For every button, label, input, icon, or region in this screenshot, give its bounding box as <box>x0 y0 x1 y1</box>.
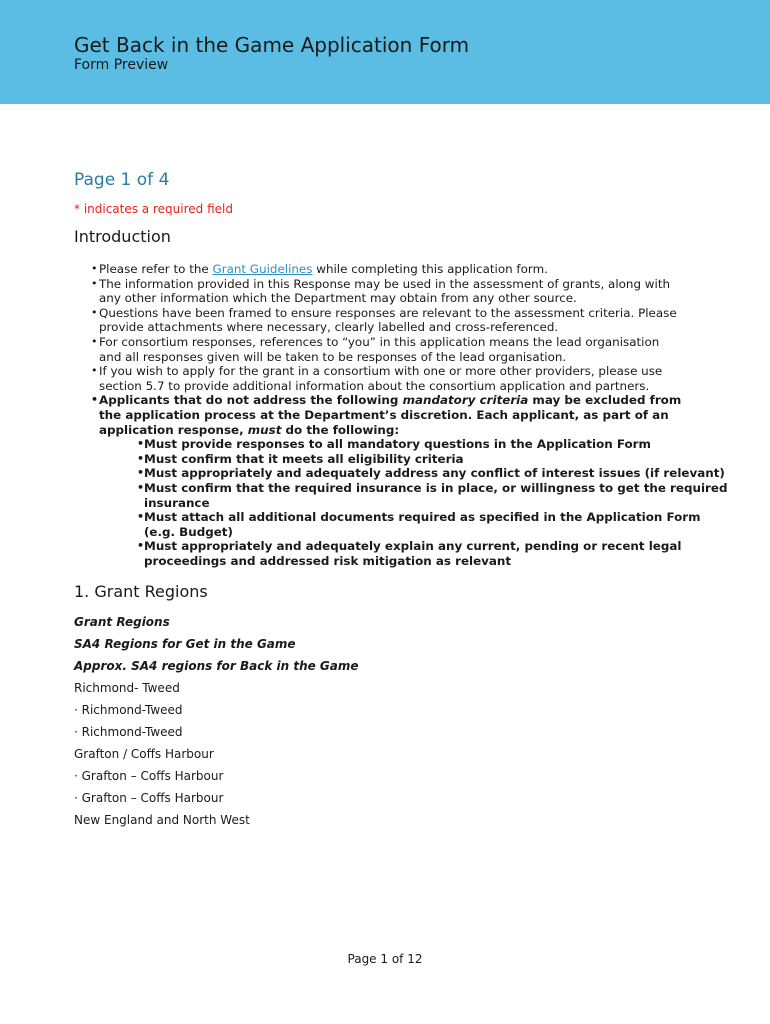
form-subtitle: Form Preview <box>74 57 169 73</box>
region-label: Approx. SA4 regions for Back in the Game <box>74 659 359 674</box>
form-content <box>74 170 728 831</box>
grant-regions-heading: 1. Grant Regions <box>74 582 208 602</box>
list-item: • Questions have been framed to ensure responses are relevant to the assessment criteria. Please provide attachments where necessary, clearly labelled and cross-referenced. <box>92 306 682 335</box>
required-field-note: * indicates a required field <box>74 202 233 216</box>
page-heading: Page 1 of 4 <box>74 170 170 190</box>
list-item-text: do the following: <box>281 422 400 437</box>
sub-list-item: • Must attach all additional documents required as specified in the Application Form (e.g. Budget) <box>138 510 728 539</box>
region-label: Grant Regions <box>74 615 170 630</box>
sub-list-item: • Must provide responses to all mandatory questions in the Application Form <box>138 437 728 452</box>
mandatory-criteria-item <box>92 393 682 437</box>
list-item <box>92 262 682 277</box>
list-item-text: while completing this application form. <box>312 262 548 276</box>
region-line: · Grafton – Coffs Harbour <box>74 791 224 806</box>
form-header <box>0 0 770 104</box>
region-line: Richmond- Tweed <box>74 681 180 696</box>
list-item: • If you wish to apply for the grant in a consortium with one or more other providers, please use section 5.7 to provide additional information about the consortium application and partners. <box>92 364 682 393</box>
list-item-text: Please refer to the <box>99 262 213 276</box>
list-item: • For consortium responses, references to “you” in this application means the lead organisation and all responses given will be taken to be responses of the lead organisation. <box>92 335 682 364</box>
sub-list-item: • Must confirm that it meets all eligibility criteria <box>138 452 728 467</box>
list-item-text: Applicants that do not address the following <box>99 393 403 408</box>
sub-list-item: • Must appropriately and adequately address any conflict of interest issues (if relevant) <box>138 466 728 481</box>
grant-regions-content <box>74 611 674 831</box>
region-line: New England and North West <box>74 813 250 828</box>
grant-guidelines-link[interactable]: Grant Guidelines <box>212 262 313 276</box>
list-item-text: may be excluded from the application process at the Department’s discretion. Each applicant, as part of an application response, <box>99 393 682 437</box>
region-line: · Richmond-Tweed <box>74 725 183 740</box>
emphasis-text: must <box>247 422 282 437</box>
introduction-heading: Introduction <box>74 227 171 246</box>
region-line: · Richmond-Tweed <box>74 703 183 718</box>
list-item: • The information provided in this Response may be used in the assessment of grants, along with any other information which the Department may obtain from any other source. <box>92 277 682 306</box>
introduction-list <box>74 262 682 437</box>
form-title: Get Back in the Game Application Form <box>74 33 470 57</box>
mandatory-criteria-list <box>74 437 728 568</box>
region-line: · Grafton – Coffs Harbour <box>74 769 224 784</box>
emphasis-text: mandatory criteria <box>402 393 529 408</box>
sub-list-item: • Must confirm that the required insurance is in place, or willingness to get the required insurance <box>138 481 728 510</box>
region-line: Grafton / Coffs Harbour <box>74 747 214 762</box>
page-footer: Page 1 of 12 <box>347 952 423 966</box>
sub-list-item: • Must appropriately and adequately explain any current, pending or recent legal proceedings and addressed risk mitigation as relevant <box>138 539 728 568</box>
region-label: SA4 Regions for Get in the Game <box>74 637 296 652</box>
